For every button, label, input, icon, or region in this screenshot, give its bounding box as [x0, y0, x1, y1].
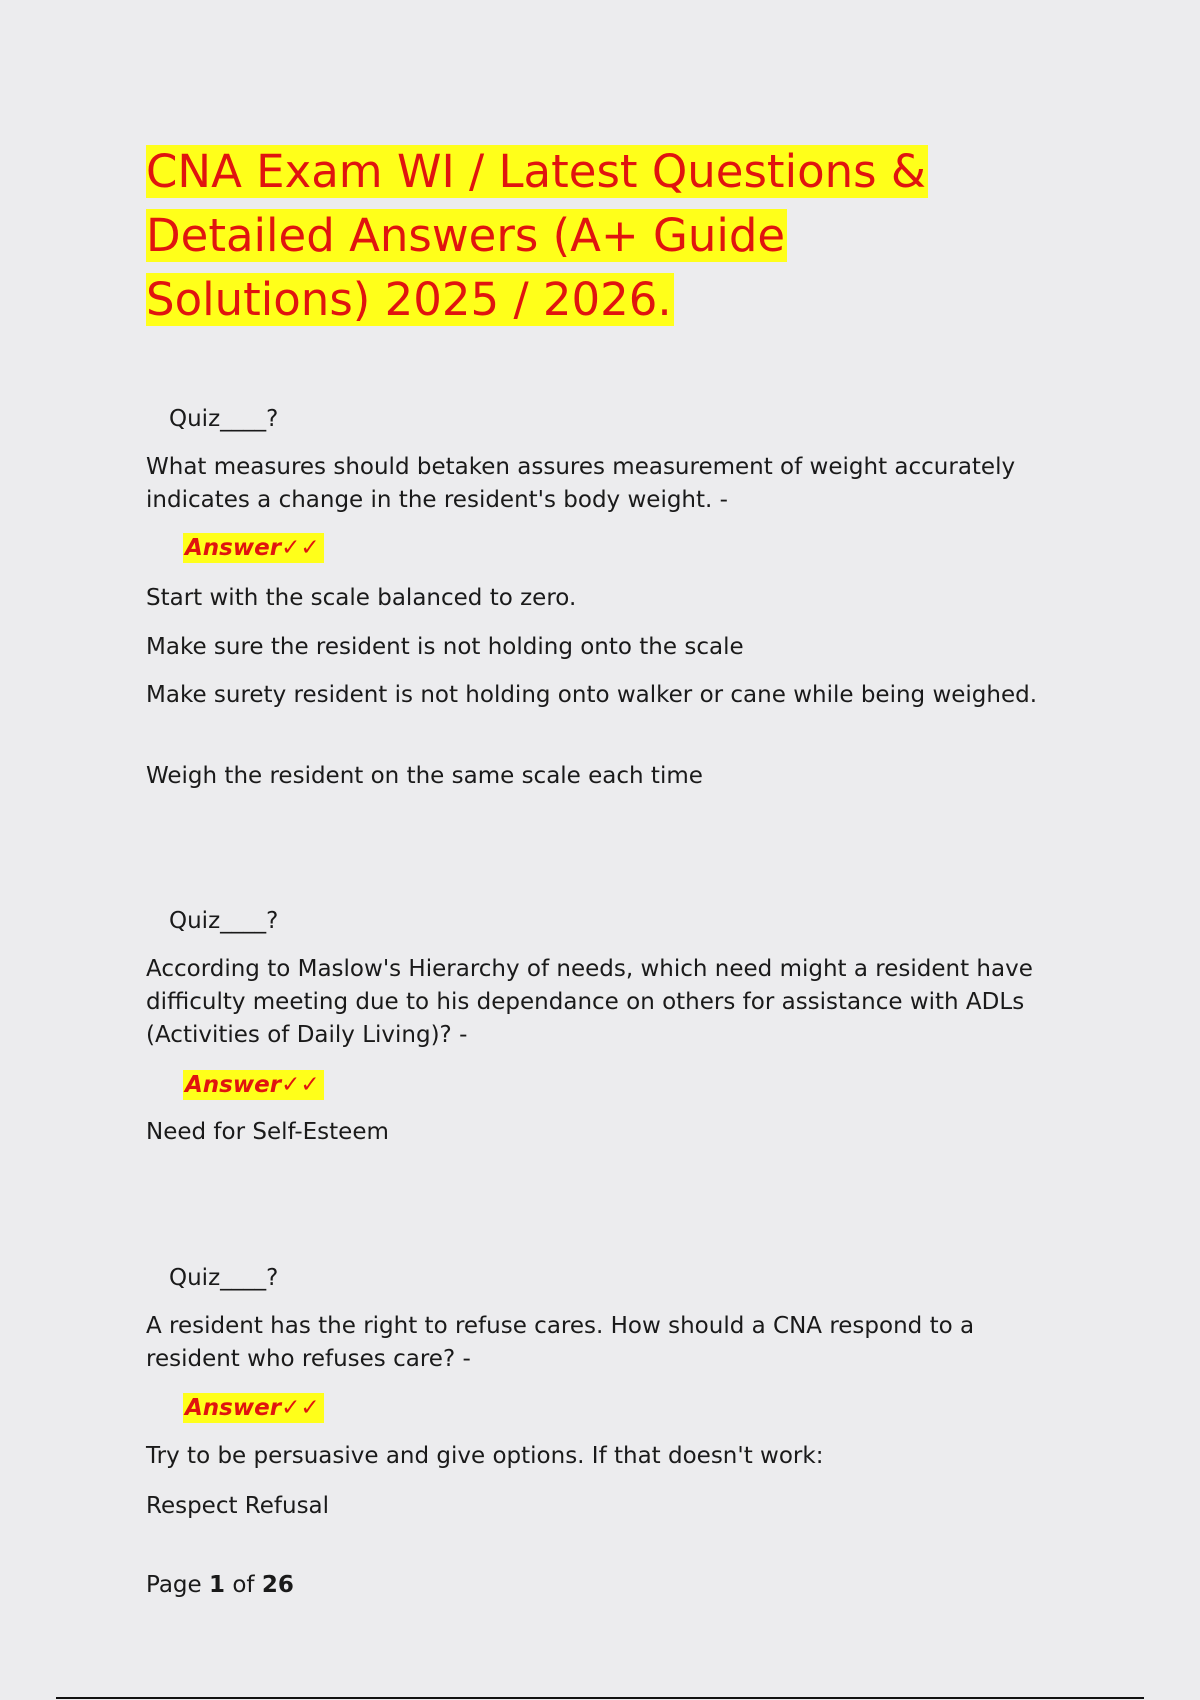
title-line-1: CNA Exam WI / Latest Questions & — [146, 145, 926, 198]
quiz-label: Quiz____? — [169, 1265, 279, 1291]
page-number — [146, 1570, 294, 1600]
answer-badge — [183, 1393, 324, 1423]
answer-text: Try to be persuasive and give options. If that doesn't work: — [146, 1443, 824, 1469]
quiz-question: A resident has the right to refuse cares. How should a CNA respond to a resident who refuses care? - — [146, 1313, 975, 1372]
checkmark-icon: ✓✓ — [281, 1395, 320, 1421]
total-pages: 26 — [261, 1572, 294, 1598]
checkmark-icon: ✓✓ — [281, 535, 320, 561]
answer-label: Answer — [185, 535, 282, 561]
answer-text: Weigh the resident on the same scale each time — [146, 763, 703, 789]
answer-badge — [183, 533, 324, 563]
title-line-3: Solutions) 2025 / 2026. — [146, 273, 672, 326]
checkmark-icon: ✓✓ — [281, 1072, 320, 1098]
answer-text: Make sure the resident is not holding onto the scale — [146, 634, 744, 660]
answer-text: Respect Refusal — [146, 1493, 330, 1519]
answer-text: Start with the scale balanced to zero. — [146, 585, 577, 611]
quiz-label: Quiz____? — [169, 908, 279, 934]
answer-label: Answer — [185, 1072, 282, 1098]
of-word: of — [232, 1572, 255, 1598]
quiz-label: Quiz____? — [169, 406, 279, 432]
answer-text: Make surety resident is not holding onto walker or cane while being weighed. — [146, 682, 1038, 708]
document-title — [146, 140, 1026, 332]
current-page: 1 — [209, 1572, 226, 1598]
quiz-question: What measures should betaken assures measurement of weight accurately indicates a change in the resident's body weight. - — [146, 454, 1016, 513]
title-line-2: Detailed Answers (A+ Guide — [146, 209, 786, 262]
answer-label: Answer — [185, 1395, 282, 1421]
page-bottom-divider — [56, 1697, 1144, 1699]
answer-badge — [183, 1070, 324, 1100]
page-word: Page — [146, 1572, 202, 1598]
answer-text: Need for Self-Esteem — [146, 1119, 389, 1145]
quiz-question: According to Maslow's Hierarchy of needs, which need might a resident have difficulty meeting due to his dependance on others for assistance with ADLs (Activities of Daily Living)? - — [146, 956, 1033, 1048]
